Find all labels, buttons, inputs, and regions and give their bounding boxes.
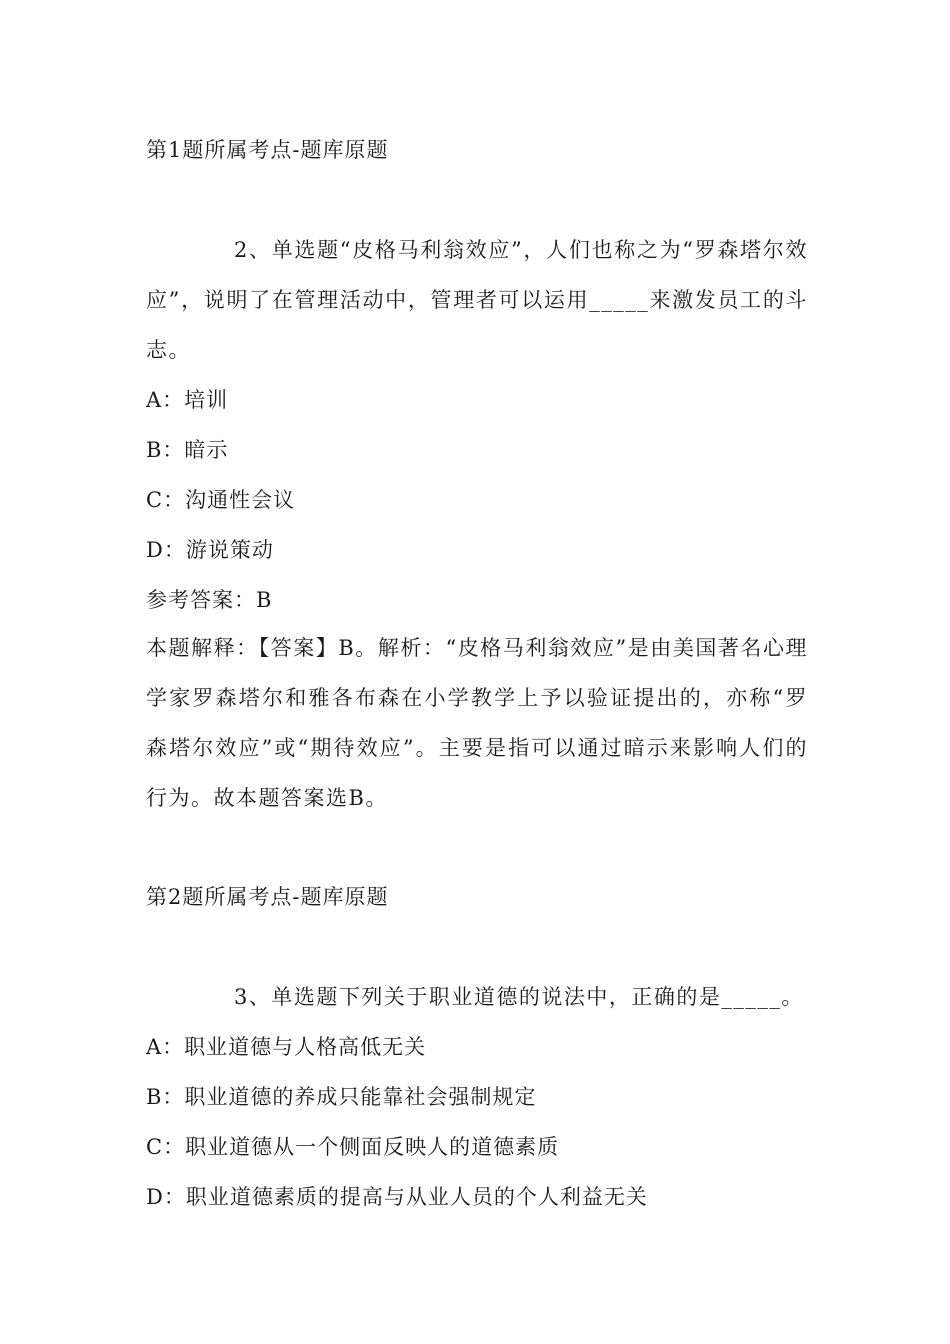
question-3-option-b: B：职业道德的养成只能靠社会强制规定 <box>146 1085 537 1109</box>
question-3-option-c: C：职业道德从一个侧面反映人的道德素质 <box>146 1135 560 1159</box>
section-2-heading: 第2题所属考点-题库原题 <box>146 885 389 909</box>
section-1-heading: 第1题所属考点-题库原题 <box>146 138 389 162</box>
question-2-option-a: A：培训 <box>146 388 229 412</box>
question-2-option-c: C：沟通性会议 <box>146 488 296 512</box>
question-3-option-d: D：职业道德素质的提高与从业人员的个人利益无关 <box>146 1185 648 1209</box>
question-2-explanation: 本题解释：【答案】B。解析：“皮格马利翁效应”是由美国著名心理学家罗森塔尔和雅各布森在小学教学上予以验证提出的，亦称“罗森塔尔效应”或“期待效应”。主要是指可以通过暗示来影响人们的行为。故本题答案选B。 <box>146 636 808 810</box>
question-2-option-d: D：游说策动 <box>146 538 274 562</box>
question-2-answer: 参考答案：B <box>146 588 273 612</box>
question-3-stem: 3、单选题下列关于职业道德的说法中，正确的是_____。 <box>234 985 804 1009</box>
question-2-option-b: B：暗示 <box>146 438 229 462</box>
question-3-option-a: A：职业道德与人格高低无关 <box>146 1035 427 1059</box>
question-2-stem: 2、单选题“皮格马利翁效应”，人们也称之为“罗森塔尔效应”，说明了在管理活动中，管理者可以运用_____来激发员工的斗志。 <box>146 238 808 362</box>
